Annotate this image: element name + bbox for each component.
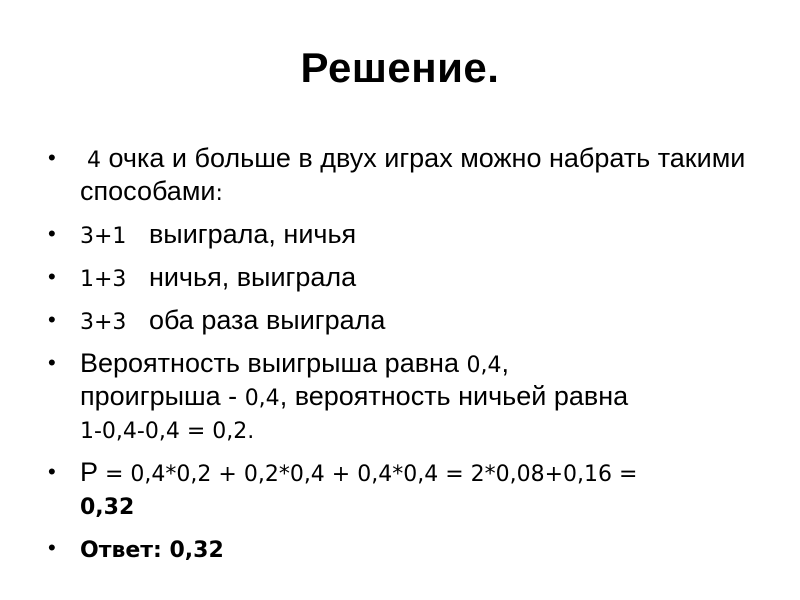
bullet-text: , вероятность ничьей равна xyxy=(279,381,629,411)
bullet-text: очка и больше в двух играх можно набрать такими способами xyxy=(80,143,746,206)
formula: = 0,4*0,2 + 0,2*0,4 + 0,4*0,4 = 2*0,08+0,16 = xyxy=(98,462,638,487)
answer: Ответ: 0,32 xyxy=(80,538,224,563)
bullet-item xyxy=(48,305,768,338)
bullet-number: 3+1 xyxy=(80,224,127,249)
bullet-colon: : xyxy=(215,181,223,206)
bullet-item xyxy=(48,262,768,295)
bullet-dot-icon: • xyxy=(48,459,56,484)
bullet-dot-icon: • xyxy=(48,264,56,289)
bullet-dot-icon: • xyxy=(48,350,56,375)
bullet-text: оба раза выиграла xyxy=(126,305,386,335)
bullet-item xyxy=(48,143,768,209)
bullet-text: проигрыша - xyxy=(80,381,245,411)
bullet-list xyxy=(48,143,768,576)
bullet-text: , xyxy=(501,348,510,378)
formula-result: 0,32 xyxy=(80,495,135,520)
bullet-text: Вероятность выигрыша равна xyxy=(80,348,467,378)
bullet-dot-icon: • xyxy=(48,307,56,332)
bullet-number: 0,4 xyxy=(466,353,502,378)
bullet-number: 3+3 xyxy=(80,310,127,335)
bullet-item xyxy=(48,348,768,447)
bullet-number: 1-0,4-0,4 = 0,2. xyxy=(80,419,255,444)
bullet-number: 4 xyxy=(80,148,101,173)
bullet-number: 0,4 xyxy=(244,386,280,411)
bullet-item xyxy=(48,219,768,252)
bullet-dot-icon: • xyxy=(48,145,56,170)
bullet-item xyxy=(48,457,768,523)
bullet-text: ничья, выиграла xyxy=(126,262,357,292)
bullet-item xyxy=(48,533,768,566)
bullet-dot-icon: • xyxy=(48,535,56,560)
bullet-number: 1+3 xyxy=(80,267,127,292)
slide-title: Решение. xyxy=(300,44,500,91)
bullet-text: выиграла, ничья xyxy=(126,219,357,249)
bullet-dot-icon: • xyxy=(48,221,56,246)
formula-letter: Р xyxy=(80,457,99,487)
